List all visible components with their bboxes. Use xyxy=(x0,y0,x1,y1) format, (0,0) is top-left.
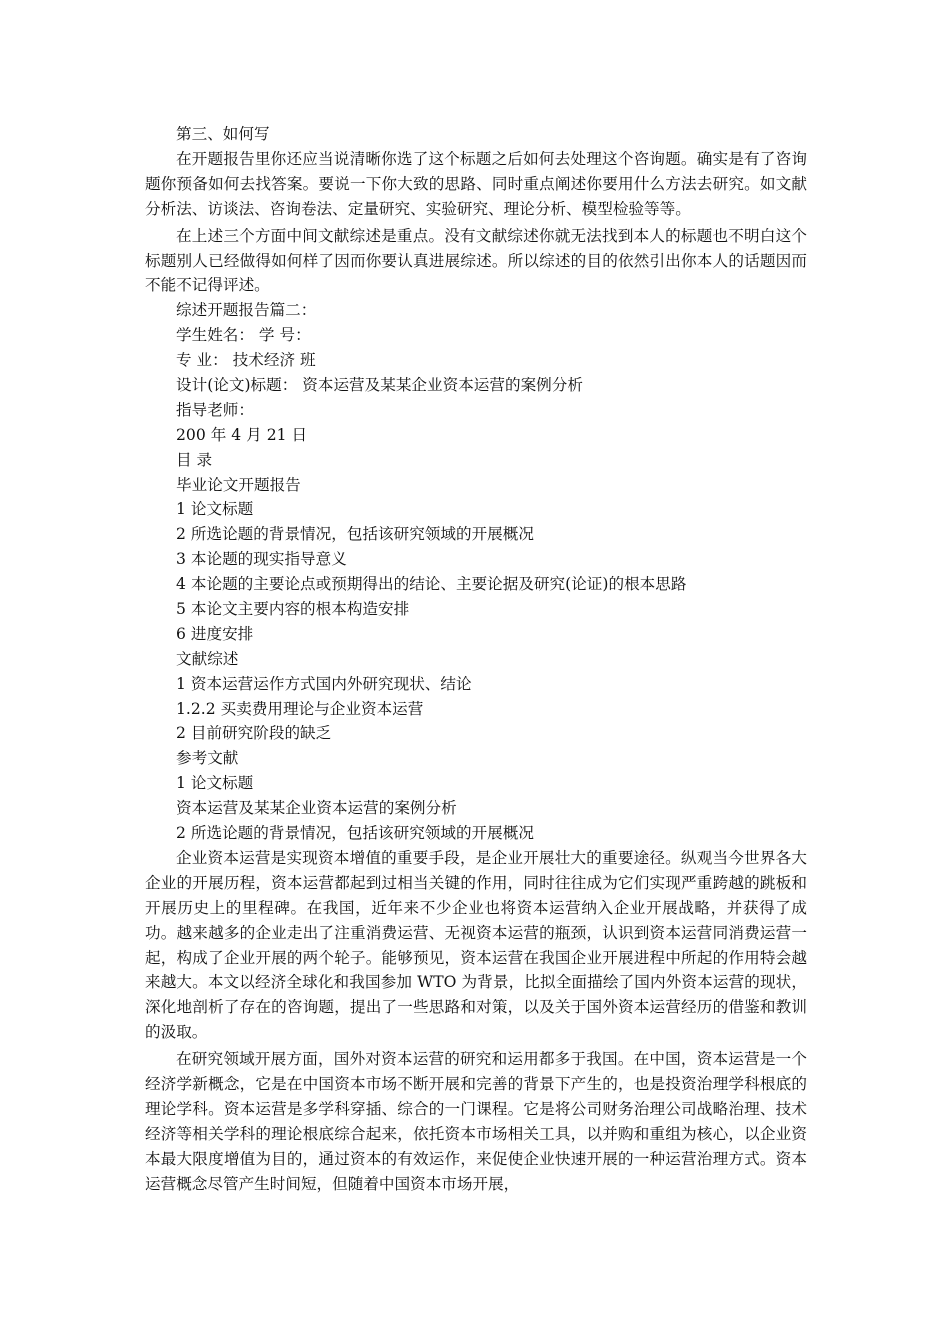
toc-item: 2 目前研究阶段的缺乏 xyxy=(176,724,332,743)
toc-item: 文献综述 xyxy=(176,649,239,668)
toc-item: 5 本论文主要内容的根本构造安排 xyxy=(176,600,410,619)
toc-item: 参考文献 xyxy=(176,749,239,768)
toc-item: 6 进度安排 xyxy=(176,624,254,643)
toc-item: 3 本论题的现实指导意义 xyxy=(176,550,347,569)
toc-item: 2 所选论题的背景情况，包括该研究领域的开展概况 xyxy=(176,525,534,544)
paragraph-literature-review: 在上述三个方面中间文献综述是重点。没有文献综述你就无法找到本人的标题也不明白这个标题别人已经做得如何样了因而你要认真进展综述。所以综述的目的依然引出你本人的话题因而不能不记得评述。 xyxy=(145,226,807,295)
advisor-line: 指导老师： xyxy=(176,400,254,419)
toc-item: 4 本论题的主要论点或预期得出的结论、主要论据及研究(论证)的根本思路 xyxy=(176,575,687,594)
paragraph-research-field: 在研究领域开展方面，国外对资本运营的研究和运用都多于我国。在中国，资本运营是一个经济学新概念，它是在中国资本市场不断开展和完善的背景下产生的，也是投资治理学科根底的理论学科。资本运营是多学科穿插、综合的一门课程。它是将公司财务治理公司战略治理、技术经济等相关学科的理论根底综合起来，依托资本市场相关工具，以并购和重组为核心，以企业资本最大限度增值为目的，通过资本的有效运作，来促使企业快速开展的一种运营治理方式。资本运营概念尽管产生时间短，但随着中国资本市场开展， xyxy=(145,1050,807,1193)
toc-heading: 目 录 xyxy=(176,450,213,469)
toc-item: 毕业论文开题报告 xyxy=(176,475,301,494)
date-line: 200 年 4 月 21 日 xyxy=(176,425,308,444)
section-1-heading: 1 论文标题 xyxy=(176,774,254,793)
document-page xyxy=(145,122,807,1197)
major-line: 专 业： 技术经济 班 xyxy=(176,351,316,370)
section-2-heading: 2 所选论题的背景情况，包括该研究领域的开展概况 xyxy=(176,824,534,843)
toc-item: 1 资本运营运作方式国内外研究现状、结论 xyxy=(176,674,472,693)
toc-item: 1 论文标题 xyxy=(176,500,254,519)
section-1-text: 资本运营及某某企业资本运营的案例分析 xyxy=(176,799,457,818)
part-two-heading: 综述开题报告篇二： xyxy=(176,301,317,320)
section-heading-how: 第三、如何写 xyxy=(176,125,270,143)
thesis-title-line: 设计(论文)标题： 资本运营及某某企业资本运营的案例分析 xyxy=(176,376,583,394)
student-info-line: 学生姓名： 学 号： xyxy=(176,326,311,345)
paragraph-how-to-write: 在开题报告里你还应当说清晰你选了这个标题之后如何去处理这个咨询题。确实是有了咨询题你预备如何去找答案。要说一下你大致的思路、同时重点阐述你要用什么方法去研究。如文献分析法、访谈法、咨询卷法、定量研究、实验研究、理论分析、模型检验等等。 xyxy=(145,149,807,218)
paragraph-background: 企业资本运营是实现资本增值的重要手段，是企业开展壮大的重要途径。纵观当今世界各大企业的开展历程，资本运营都起到过相当关键的作用，同时往往成为它们实现严重跨越的跳板和开展历史上的里程碑。在我国，近年来不少企业也将资本运营纳入企业开展战略，并获得了成功。越来越多的企业走出了注重消费运营、无视资本运营的瓶颈，认识到资本运营同消费运营一起，构成了企业开展的两个轮子。能够预见，资本运营在我国企业开展进程中所起的作用特会越来越大。本文以经济全球化和我国参加 WTO 为背景，比拟全面描绘了国内外资本运营的现状，深化地剖析了存在的咨询题，提出了一些思路和对策，以及关于国外资本运营经历的借鉴和教训的汲取。 xyxy=(145,848,807,1042)
toc-item: 1.2.2 买卖费用理论与企业资本运营 xyxy=(176,699,424,718)
